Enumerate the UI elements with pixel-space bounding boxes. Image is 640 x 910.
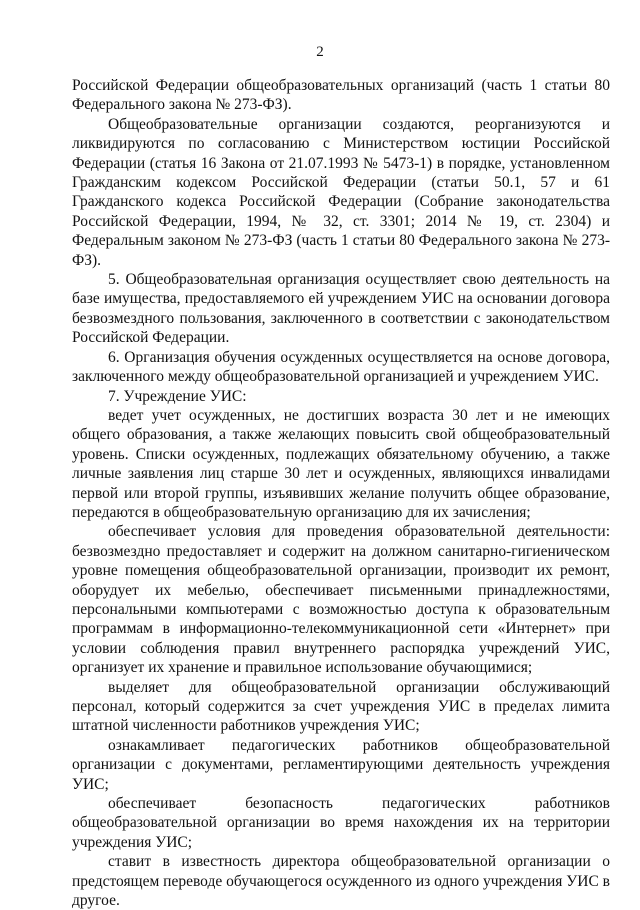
paragraph: Общеобразовательные организации создаются, реорганизуются и ликвидируются по согласованию с Министерством юстиции Российской Федерации (статья 16 Закона от 21.07.1993 № 5473-1) в порядке, установленном Гражданским кодексом Российской Федерации (статьи 50.1, 57 и 61 Гражданского кодекса Российской Федерации (Собрание законодательства Российской Федерации, 1994, № 32, ст. 3301; 2014 № 19, ст. 2304) и Федеральным законом № 273-ФЗ (часть 1 статьи 80 Федерального закона № 273-ФЗ). (72, 115, 610, 269)
paragraph: 6. Организация обучения осужденных осуществляется на основе договора, заключенного между общеобразовательной организацией и учреждением УИС. (72, 348, 610, 386)
paragraph: ставит в известность директора общеобразовательной организации о предстоящем переводе обучающегося осужденного из одного учреждения УИС в другое. (72, 853, 610, 910)
page-number: 2 (316, 44, 324, 60)
paragraph: 5. Общеобразовательная организация осуществляет свою деятельность на базе имущества, предоставляемого ей учреждением УИС на основании договора безвозмездного пользования, заключенного в соответствии с законодательством Российской Федерации. (72, 271, 610, 347)
paragraph: обеспечивает безопасность педагогических работников общеобразовательной организации во время нахождения их на территории учреждения УИС; (72, 795, 610, 851)
paragraph: обеспечивает условия для проведения образовательной деятельности: безвозмездно предоставляет и содержит на должном санитарно-гигиеническом уровне помещения общеобразовательной организации, производит их ремонт, оборудует их мебелью, обеспечивает письменными принадлежностями, персональными компьютерами с возможностью доступа к образовательным программам в информационно-телекоммуникационной сети «Интернет» при условии соблюдения правил внутреннего распорядка учреждений УИС, организует их хранение и правильное использование обучающимися; (72, 523, 610, 677)
paragraph: ведет учет осужденных, не достигших возраста 30 лет и не имеющих общего образования, а также желающих повысить свой общеобразовательный уровень. Списки осужденных, подлежащих обязательному обучению, а также личные заявления лиц старше 30 лет и осужденных, являющихся инвалидами первой или второй группы, изъявивших желание получить общее образование, передаются в общеобразовательную организацию для их зачисления; (72, 406, 610, 521)
paragraph: выделяет для общеобразовательной организации обслуживающий персонал, который содержится за счет учреждения УИС в пределах лимита штатной численности работников учреждения УИС; (72, 678, 610, 735)
paragraph: ознакамливает педагогических работников общеобразовательной организации с документами, регламентирующими деятельность учреждения УИС; (72, 736, 610, 793)
document-body (72, 76, 610, 910)
paragraph: Российской Федерации общеобразовательных организаций (часть 1 статьи 80 Федерального закона № 273-ФЗ). (72, 77, 610, 114)
paragraph: 7. Учреждение УИС: (108, 387, 247, 405)
